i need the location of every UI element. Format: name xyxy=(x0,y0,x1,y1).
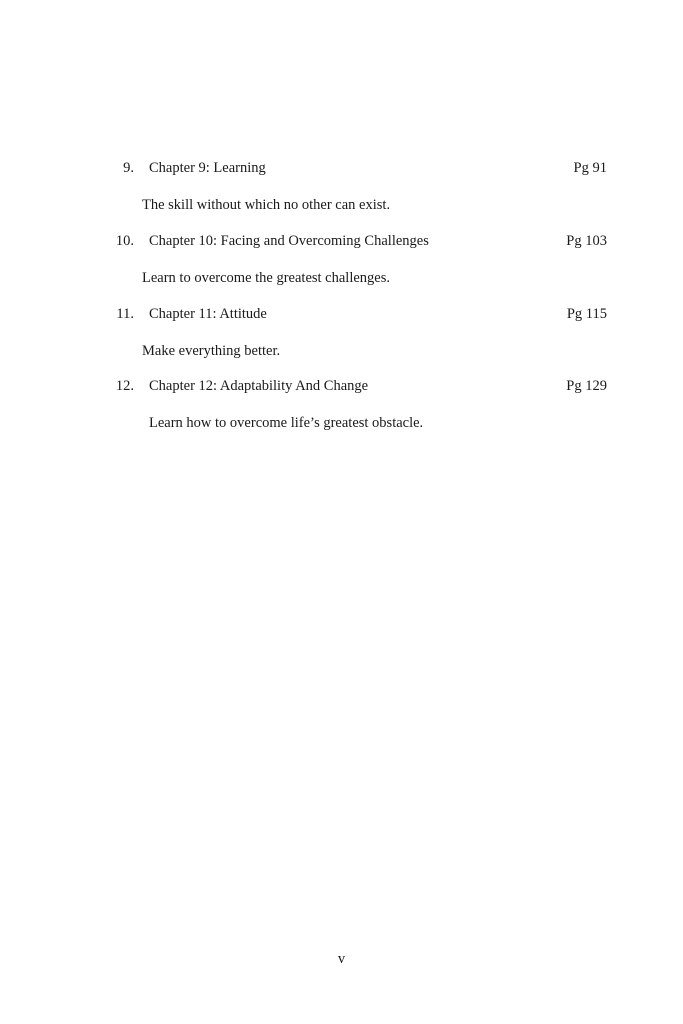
toc-entry-heading xyxy=(0,158,683,178)
toc-entry-description: Learn how to overcome life’s greatest obstacle. xyxy=(149,415,424,431)
toc-entry-heading xyxy=(0,376,683,396)
toc-entry-number: 9. xyxy=(123,160,134,176)
toc-entry-page: Pg 103 xyxy=(566,233,607,249)
toc-entry-page: Pg 115 xyxy=(566,306,607,322)
toc-entry-number: 10. xyxy=(115,233,134,249)
toc-entry-title: Chapter 12: Adaptability And Change xyxy=(149,378,369,394)
page-number: v xyxy=(337,951,346,967)
toc-entry-description: Make everything better. xyxy=(142,343,281,359)
toc-entry-page: Pg 91 xyxy=(573,160,607,176)
toc-entry-title: Chapter 11: Attitude xyxy=(149,306,267,322)
toc-entry-page: Pg 129 xyxy=(566,378,607,394)
toc-entry-description: Learn to overcome the greatest challenges. xyxy=(142,270,390,286)
toc-entry-title: Chapter 9: Learning xyxy=(149,160,266,176)
toc-entry-heading xyxy=(0,231,683,251)
toc-entry-number: 11. xyxy=(116,306,134,322)
toc-entry-number: 12. xyxy=(115,378,134,394)
toc-entry-description: The skill without which no other can exist. xyxy=(142,197,391,213)
toc-entry-heading xyxy=(0,304,683,324)
toc-entry-title: Chapter 10: Facing and Overcoming Challenges xyxy=(149,233,429,249)
